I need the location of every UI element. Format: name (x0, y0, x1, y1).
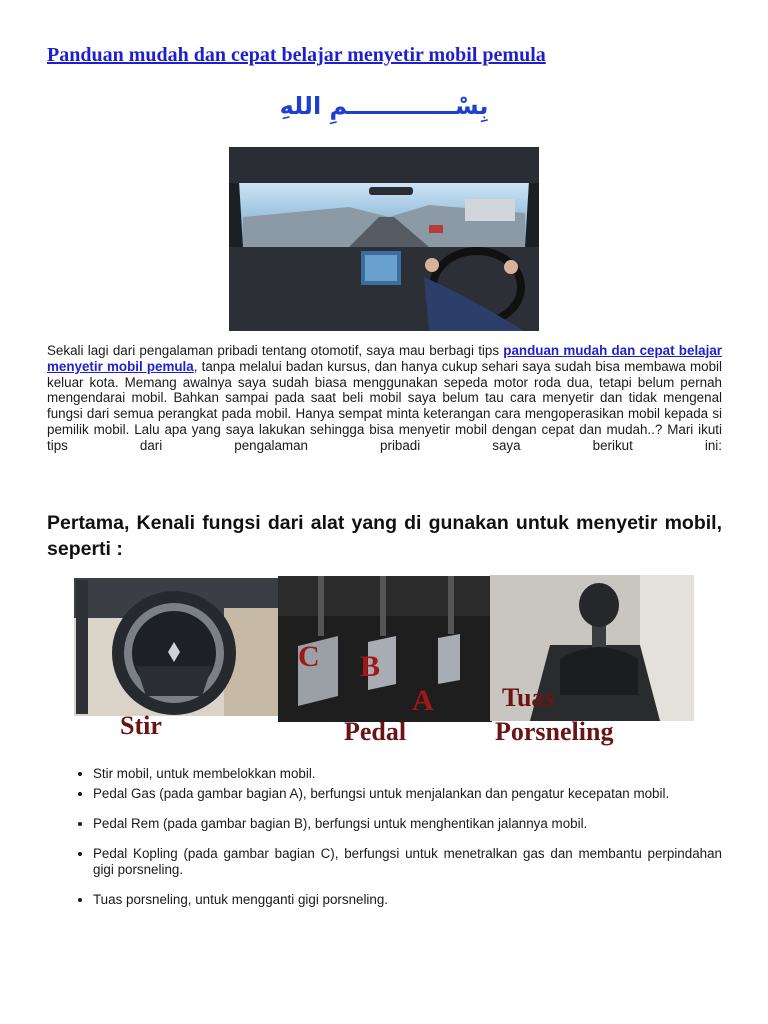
list-item: • Pedal Rem (pada gambar bagian B), berfungsi untuk menghentikan jalannya mobil. (93, 816, 722, 832)
caption-tuas: Tuas (502, 683, 555, 712)
list-item: • Pedal Gas (pada gambar bagian A), berfungsi untuk menjalankan dan pengatur kecepatan mobil. (93, 786, 722, 802)
intro-text-rest: , tanpa melalui badan kursus, dan hanya cukup sehari saya sudah bisa membawa mobil keluar kota. Memang awalnya saya sudah biasa menggunakan sepeda motor roda dua, tetapi belum pernah mengendarai mobil. Bahkan sampai pada saat beli mobil saya belum tau cara menyetir dan tidak mengenal fungsi dari semua perangkat pada mobil. Hanya sempat minta keterangan cara mengoperasikan mobil kepada si pemilik mobil. Lalu apa yang saya lakukan sehingga bisa menyetir mobil dengan cepat dan mudah..? Mari ikuti tips dari pengalaman pribadi saya berikut ini: (47, 358, 722, 453)
list-item: • Stir mobil, untuk membelokkan mobil. (93, 766, 722, 782)
basmala-text: بِسْـــــــــــــمِ اللهِ (279, 92, 489, 120)
caption-stir: Stir (120, 711, 162, 740)
list-item: • Tuas porsneling, untuk mengganti gigi porsneling. (93, 892, 722, 908)
caption-pedal: Pedal (344, 717, 407, 746)
pedal-label-a: A (412, 684, 434, 717)
section-heading: Pertama, Kenali fungsi dari alat yang di gunakan untuk menyetir mobil, seperti : (47, 512, 722, 560)
intro-link[interactable]: panduan mudah dan cepat belajar menyetir mobil pemula (47, 343, 722, 374)
steering-wheel-photo (74, 578, 278, 716)
intro-paragraph (47, 343, 722, 454)
device-function-list (47, 766, 722, 912)
device-captions (74, 683, 714, 760)
page-title[interactable]: Panduan mudah dan cepat belajar menyetir mobil pemula (47, 44, 546, 66)
car-interior-photo (229, 147, 539, 331)
pedal-label-c: C (298, 640, 320, 673)
caption-porsneling: Porsneling (495, 717, 614, 746)
pedal-label-b: B (360, 650, 381, 683)
list-item: • Pedal Kopling (pada gambar bagian C), berfungsi untuk menetralkan gas dan membantu perpindahan gigi porsneling. (93, 846, 722, 878)
intro-text-start: Sekali lagi dari pengalaman pribadi tentang otomotif, saya mau berbagi tips (47, 343, 504, 358)
